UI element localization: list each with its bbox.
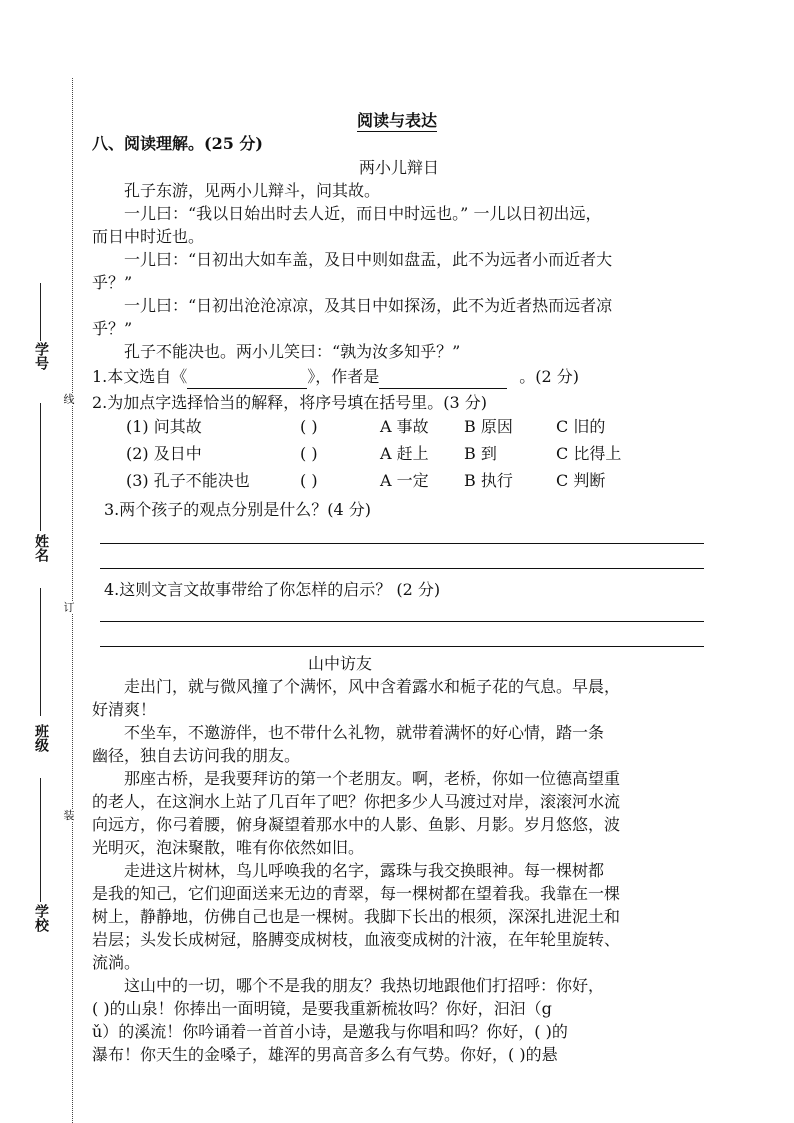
option-c: C 旧的 bbox=[556, 417, 606, 436]
passage2-line: 的老人，在这涧水上站了几百年了吧？你把多少人马渡过对岸，滚滚河水流 bbox=[92, 792, 621, 811]
passage2-line: 是我的知己，它们迎面送来无边的青翠，每一棵树都在望着我。我靠在一棵 bbox=[92, 884, 621, 903]
answer-line[interactable] bbox=[100, 646, 704, 647]
option-a: A 事故 bbox=[380, 417, 429, 436]
student-id-write-line bbox=[40, 283, 41, 341]
section-title: 阅读与表达 bbox=[356, 111, 437, 130]
option-a: A 赶上 bbox=[380, 444, 429, 463]
book-title-blank[interactable] bbox=[187, 365, 307, 389]
answer-paren[interactable]: ( ) bbox=[300, 471, 318, 490]
option-item: (2) 及日中 bbox=[126, 444, 202, 463]
question1-text: 。(2 分) bbox=[519, 367, 580, 386]
question1-text: 》，作者是 bbox=[307, 367, 380, 386]
question2-prompt: 2.为加点字选择恰当的解释，将序号填在括号里。(3 分) bbox=[92, 393, 488, 412]
passage2-line: 向远方，你弓着腰，俯身凝望着那水中的人影、鱼影、月影。岁月悠悠，波 bbox=[92, 815, 621, 834]
passage2-line: 好清爽！ bbox=[92, 700, 157, 719]
answer-line[interactable] bbox=[100, 621, 704, 622]
passage2-line: 那座古桥，是我要拜访的第一个老朋友。啊，老桥，你如一位德高望重 bbox=[124, 769, 621, 788]
option-b: B 到 bbox=[464, 444, 497, 463]
option-item: (3) 孔子不能决也 bbox=[126, 471, 250, 490]
option-c: C 判断 bbox=[556, 471, 606, 490]
passage1-line: 孔子东游，见两小儿辩斗，问其故。 bbox=[124, 181, 381, 200]
question3: 3.两个孩子的观点分别是什么？(4 分) bbox=[104, 500, 372, 519]
passage2-line: 流淌。 bbox=[92, 953, 141, 972]
school-write-line bbox=[40, 778, 41, 902]
school-label: 学校 bbox=[33, 904, 49, 932]
student-id-label: 学号 bbox=[33, 342, 49, 370]
question4: 4.这则文言文故事带给了你怎样的启示？ (2 分) bbox=[104, 580, 441, 599]
answer-line[interactable] bbox=[100, 543, 704, 544]
passage2-title: 山中访友 bbox=[308, 654, 373, 673]
passage1-line: 乎？” bbox=[92, 319, 133, 338]
margin-char-zhuang: 装 bbox=[63, 809, 75, 822]
margin-char-ding: 订 bbox=[63, 601, 75, 614]
passage1-line: 一儿曰：“日初出沧沧凉凉，及其日中如探汤，此不为近者热而远者凉 bbox=[124, 296, 613, 315]
passage1-line: 而日中时近也。 bbox=[92, 227, 205, 246]
passage1-line: 一儿曰：“我以日始出时去人近，而日中时远也。” 一儿以日初出远， bbox=[124, 204, 602, 223]
name-label: 姓名 bbox=[33, 534, 49, 562]
passage2-line: 走出门，就与微风撞了个满怀，风中含着露水和栀子花的气息。早晨， bbox=[124, 677, 621, 696]
passage1-line: 孔子不能决也。两小儿笑曰：“孰为汝多知乎？” bbox=[124, 342, 461, 361]
passage2-line: 不坐车，不邀游伴，也不带什么礼物，就带着满怀的好心情，踏一条 bbox=[124, 723, 605, 742]
passage2-line: 走进这片树林，鸟儿呼唤我的名字，露珠与我交换眼神。每一棵树都 bbox=[124, 861, 605, 880]
margin-char-xian: 线 bbox=[63, 393, 75, 406]
option-b: B 执行 bbox=[464, 471, 513, 490]
question1 bbox=[92, 365, 706, 389]
class-label: 班级 bbox=[33, 724, 49, 752]
option-a: A 一定 bbox=[380, 471, 429, 490]
class-write-line bbox=[40, 588, 41, 716]
passage1-title: 两小儿辩日 bbox=[358, 158, 439, 177]
passage2-line: ǔ）的溪流！你吟诵着一首首小诗，是邀我与你唱和吗？你好，( )的 bbox=[92, 1022, 568, 1041]
passage2-line: 瀑布！你天生的金嗓子，雄浑的男高音多么有气势。你好，( )的悬 bbox=[92, 1045, 558, 1064]
question8-heading: 八、阅读理解。(25 分) bbox=[92, 134, 263, 153]
passage2-line: 光明灭，泡沫聚散，唯有你依然如旧。 bbox=[92, 838, 365, 857]
passage2-line: 树上，静静地，仿佛自己也是一棵树。我脚下长出的根须，深深扎进泥土和 bbox=[92, 907, 621, 926]
passage2-line: 幽径，独自去访问我的朋友。 bbox=[92, 746, 301, 765]
name-write-line bbox=[40, 403, 41, 531]
question1-text: 1.本文选自《 bbox=[92, 367, 188, 386]
author-blank[interactable] bbox=[379, 365, 507, 389]
answer-line[interactable] bbox=[100, 568, 704, 569]
option-b: B 原因 bbox=[464, 417, 513, 436]
passage2-line: 岩层；头发长成树冠，胳膊变成树枝，血液变成树的汁液，在年轮里旋转、 bbox=[92, 930, 621, 949]
answer-paren[interactable]: ( ) bbox=[300, 444, 318, 463]
answer-paren[interactable]: ( ) bbox=[300, 417, 318, 436]
passage1-line: 乎？” bbox=[92, 273, 133, 292]
passage1-line: 一儿曰：“日初出大如车盖，及日中则如盘盂，此不为远者小而近者大 bbox=[124, 250, 613, 269]
passage2-line: 这山中的一切，哪个不是我的朋友？我热切地跟他们打招呼：你好， bbox=[124, 976, 605, 995]
option-c: C 比得上 bbox=[556, 444, 622, 463]
passage2-line: ( )的山泉！你捧出一面明镜，是要我重新梳妆吗？你好，汩汩（g bbox=[92, 999, 552, 1018]
option-item: (1) 问其故 bbox=[126, 417, 202, 436]
